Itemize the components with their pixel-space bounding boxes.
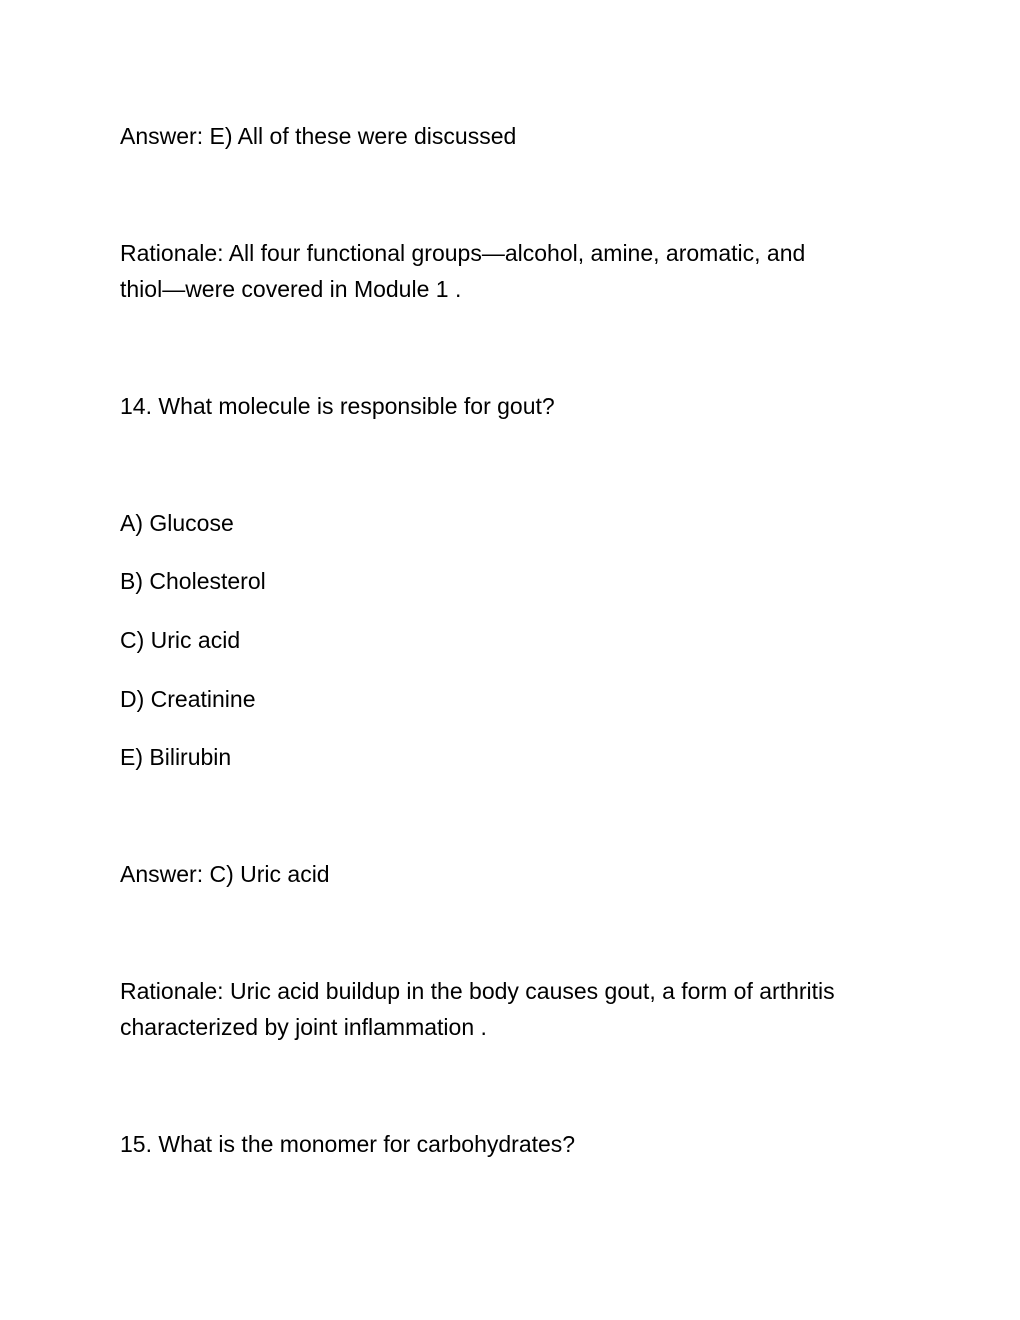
q14-option-d: D) Creatinine: [120, 686, 256, 712]
q14-question: 14. What molecule is responsible for gout?: [120, 393, 555, 419]
q14-option-b: B) Cholesterol: [120, 568, 266, 594]
q14-option-e: E) Bilirubin: [120, 744, 232, 770]
q14-answer: Answer: C) Uric acid: [120, 861, 330, 887]
q15-question: 15. What is the monomer for carbohydrates?: [120, 1131, 576, 1157]
q13-answer: Answer: E) All of these were discussed: [120, 123, 517, 149]
q14-rationale-line-1: Rationale: Uric acid buildup in the body causes gout, a form of arthritis: [120, 978, 835, 1004]
q14-rationale-line-2: characterized by joint inflammation .: [120, 1014, 487, 1040]
q14-option-a: A) Glucose: [120, 510, 234, 536]
q14-option-c: C) Uric acid: [120, 627, 241, 653]
q13-rationale-line-1: Rationale: All four functional groups—alcohol, amine, aromatic, and: [120, 240, 806, 266]
q13-rationale-line-2: thiol—were covered in Module 1 .: [120, 276, 462, 302]
